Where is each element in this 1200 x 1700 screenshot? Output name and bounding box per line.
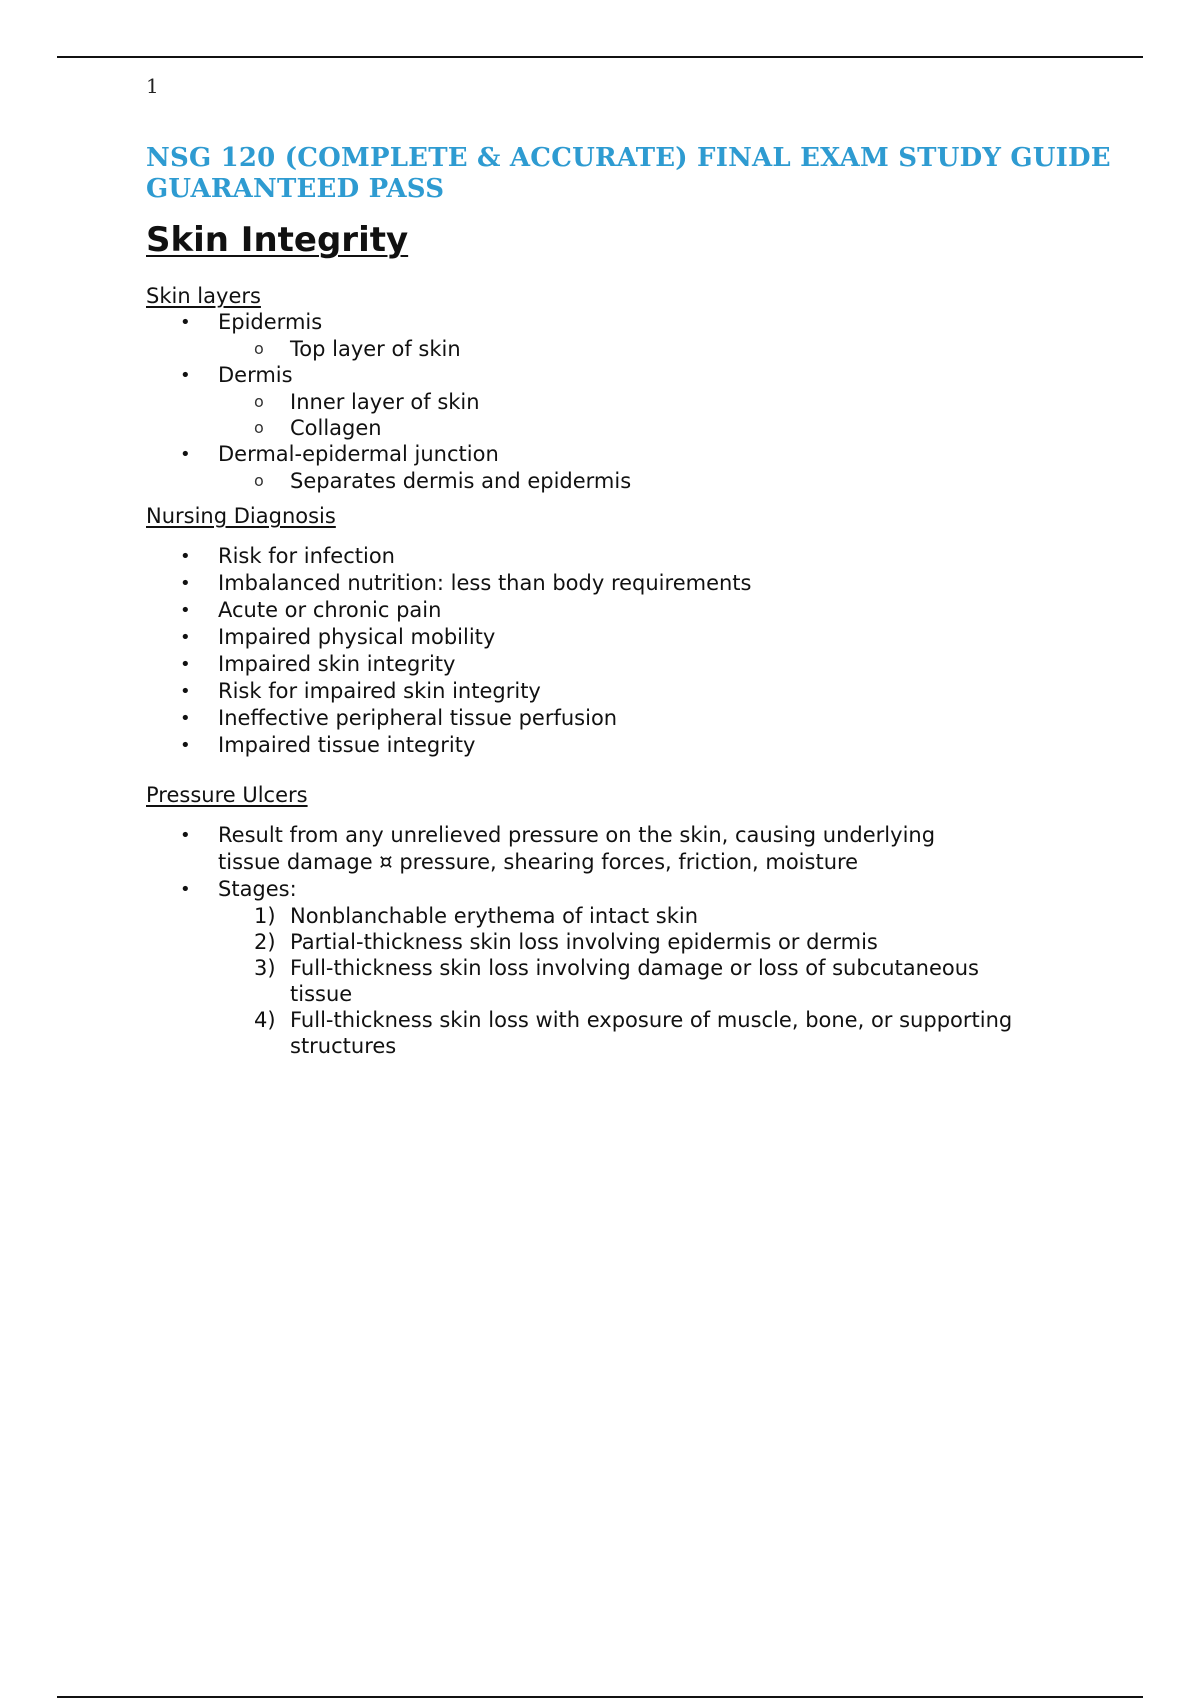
list-item	[146, 441, 1106, 468]
list-item	[146, 309, 1106, 336]
bullet-icon: •	[180, 735, 191, 756]
sub-list-item	[146, 415, 1106, 441]
stage-number: 1)	[254, 904, 276, 928]
list-item	[146, 651, 1106, 678]
list-item	[146, 678, 1106, 705]
list-item	[146, 624, 1106, 651]
stage-item	[146, 1007, 1070, 1059]
circle-bullet-icon: o	[254, 392, 264, 411]
stage-number: 3)	[254, 956, 276, 980]
bullet-icon: •	[180, 654, 191, 675]
stage-text: Partial-thickness skin loss involving epidermis or dermis	[290, 930, 878, 954]
list-item-text: Result from any unrelieved pressure on the skin, causing underlying tissue damage ¤ pressure, shearing forces, friction, moisture	[218, 823, 936, 874]
list-item-text: Dermis	[218, 363, 293, 387]
section-heading: Skin Integrity	[146, 220, 409, 260]
skin-layers-heading: Skin layers	[146, 284, 261, 308]
list-item	[146, 570, 1106, 597]
list-item	[146, 597, 1106, 624]
stage-item	[146, 903, 1106, 929]
header-rule	[57, 56, 1143, 58]
bullet-icon: •	[180, 708, 191, 729]
bullet-icon: •	[180, 546, 191, 567]
list-item-text: Epidermis	[218, 310, 323, 334]
bullet-icon: •	[180, 879, 191, 900]
sub-list-item	[146, 336, 1106, 362]
sub-list-item-text: Collagen	[290, 416, 382, 440]
bullet-icon: •	[180, 825, 191, 846]
list-item	[146, 543, 1106, 570]
stage-text: Full-thickness skin loss involving damage or loss of subcutaneous tissue	[290, 956, 979, 1006]
pressure-ulcers-section	[146, 782, 1106, 1059]
list-item	[146, 822, 998, 876]
stage-text: Nonblanchable erythema of intact skin	[290, 904, 699, 928]
pressure-ulcers-list	[146, 822, 1106, 903]
sub-list-item-text: Top layer of skin	[290, 337, 461, 361]
stage-item	[146, 929, 1106, 955]
sub-list-item	[146, 468, 1106, 494]
list-item	[146, 705, 1106, 732]
bullet-icon: •	[180, 600, 191, 621]
sub-list-item-text: Inner layer of skin	[290, 390, 480, 414]
sub-list-item	[146, 389, 1106, 415]
page-number: 1	[146, 74, 159, 98]
circle-bullet-icon: o	[254, 418, 264, 437]
list-item-text: Risk for infection	[218, 544, 395, 568]
list-item	[146, 732, 1106, 759]
bullet-icon: •	[180, 312, 191, 333]
document-title: NSG 120 (COMPLETE & ACCURATE) FINAL EXAM STUDY GUIDE GUARANTEED PASS	[146, 143, 1111, 204]
list-item-text: Impaired skin integrity	[218, 652, 456, 676]
circle-bullet-icon: o	[254, 471, 264, 490]
footer-rule	[57, 1696, 1143, 1698]
list-item-text: Stages:	[218, 877, 297, 901]
bullet-icon: •	[180, 627, 191, 648]
skin-layers-section	[146, 283, 1106, 494]
nursing-diagnosis-section	[146, 503, 1106, 759]
circle-bullet-icon: o	[254, 339, 264, 358]
list-item	[146, 876, 1106, 903]
pressure-ulcers-heading: Pressure Ulcers	[146, 783, 308, 807]
list-item-text: Dermal-epidermal junction	[218, 442, 499, 466]
list-item-text: Imbalanced nutrition: less than body requirements	[218, 571, 752, 595]
stage-item	[146, 955, 1030, 1007]
bullet-icon: •	[180, 573, 191, 594]
stage-number: 4)	[254, 1008, 276, 1032]
list-item-text: Acute or chronic pain	[218, 598, 442, 622]
stages-list	[146, 903, 1106, 1059]
list-item-text: Ineffective peripheral tissue perfusion	[218, 706, 618, 730]
bullet-icon: •	[180, 444, 191, 465]
bullet-icon: •	[180, 365, 191, 386]
nursing-diagnosis-list	[146, 543, 1106, 759]
stage-number: 2)	[254, 930, 276, 954]
nursing-diagnosis-heading: Nursing Diagnosis	[146, 504, 336, 528]
bullet-icon: •	[180, 681, 191, 702]
list-item-text: Impaired tissue integrity	[218, 733, 476, 757]
sub-list-item-text: Separates dermis and epidermis	[290, 469, 632, 493]
skin-layers-list	[146, 309, 1106, 494]
list-item-text: Impaired physical mobility	[218, 625, 496, 649]
stage-text: Full-thickness skin loss with exposure of muscle, bone, or supporting structures	[290, 1008, 1013, 1058]
list-item-text: Risk for impaired skin integrity	[218, 679, 541, 703]
list-item	[146, 362, 1106, 389]
